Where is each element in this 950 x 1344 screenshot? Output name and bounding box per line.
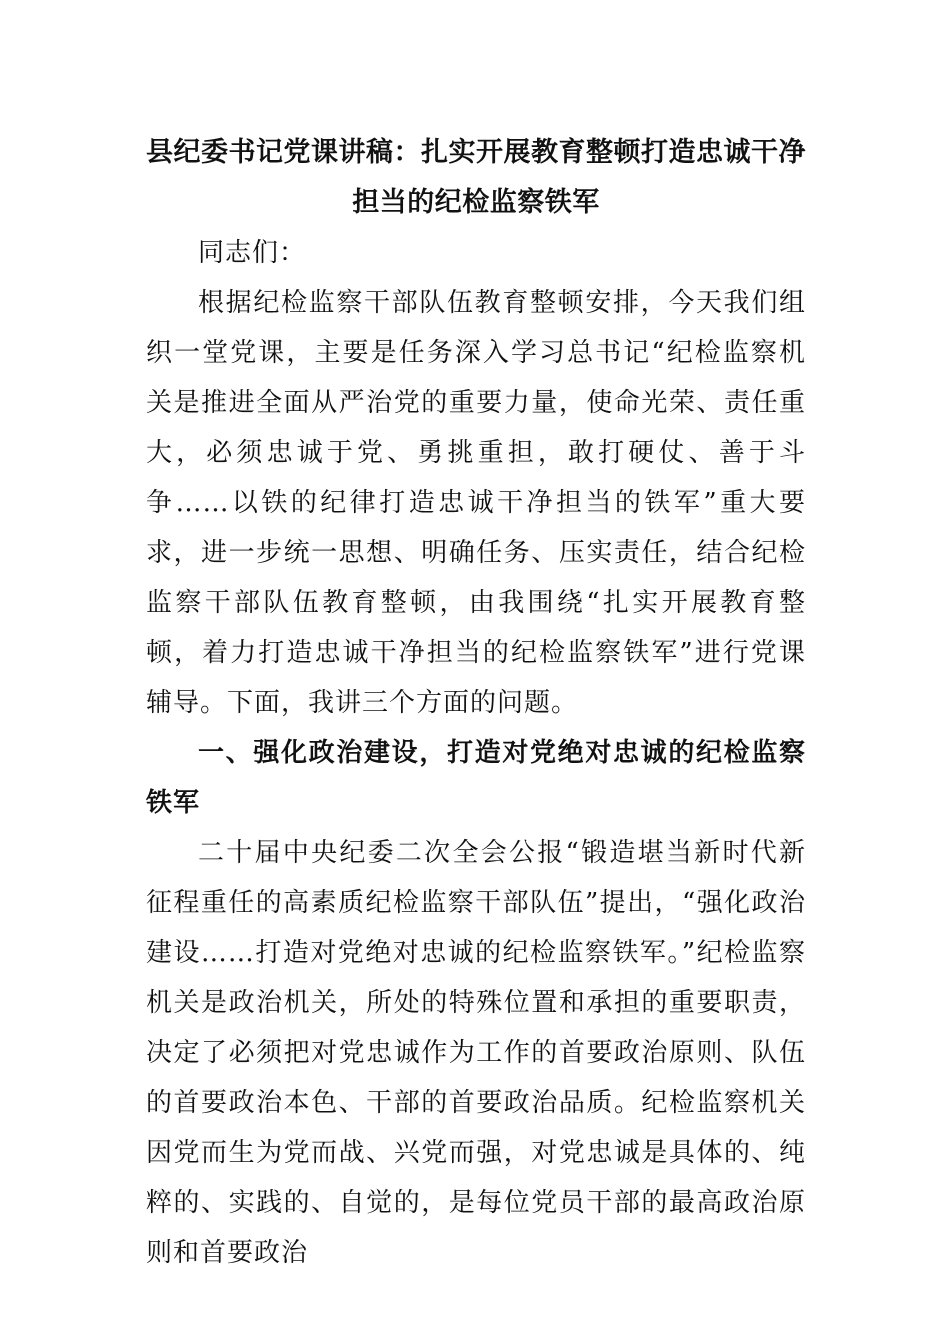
section-1-paragraph: 二十届中央纪委二次全会公报“锻造堪当新时代新征程重任的高素质纪检监察干部队伍”提出，“强化政治建设……打造对党绝对忠诚的纪检监察铁军。”纪检监察机关是政治机关，所处的特殊位置和承担的重要职责，决定了必须把对党忠诚作为工作的首要政治原则、队伍的首要政治本色、干部的首要政治品质。纪检监察机关因党而生为党而战、兴党而强，对党忠诚是具体的、纯粹的、实践的、自觉的，是每位党员干部的最高政治原则和首要政治 [146, 838, 806, 1268]
greeting: 同志们： [198, 238, 307, 268]
document-body [146, 128, 806, 1278]
intro-paragraph: 根据纪检监察干部队伍教育整顿安排，今天我们组织一堂党课，主要是任务深入学习总书记“纪检监察机关是推进全面从严治党的重要力量，使命光荣、责任重大，必须忠诚于党、勇挑重担，敢打硬仗、善于斗争……以铁的纪律打造忠诚干净担当的铁军”重大要求，进一步统一思想、明确任务、压实责任，结合纪检监察干部队伍教育整顿，由我围绕“扎实开展教育整顿，着力打造忠诚干净担当的纪检监察铁军”进行党课辅导。下面，我讲三个方面的问题。 [146, 288, 806, 718]
section-heading-1: 一、强化政治建设，打造对党绝对忠诚的纪检监察铁军 [146, 738, 806, 818]
document-title: 县纪委书记党课讲稿：扎实开展教育整顿打造忠诚干净担当的纪检监察铁军 [146, 137, 806, 218]
